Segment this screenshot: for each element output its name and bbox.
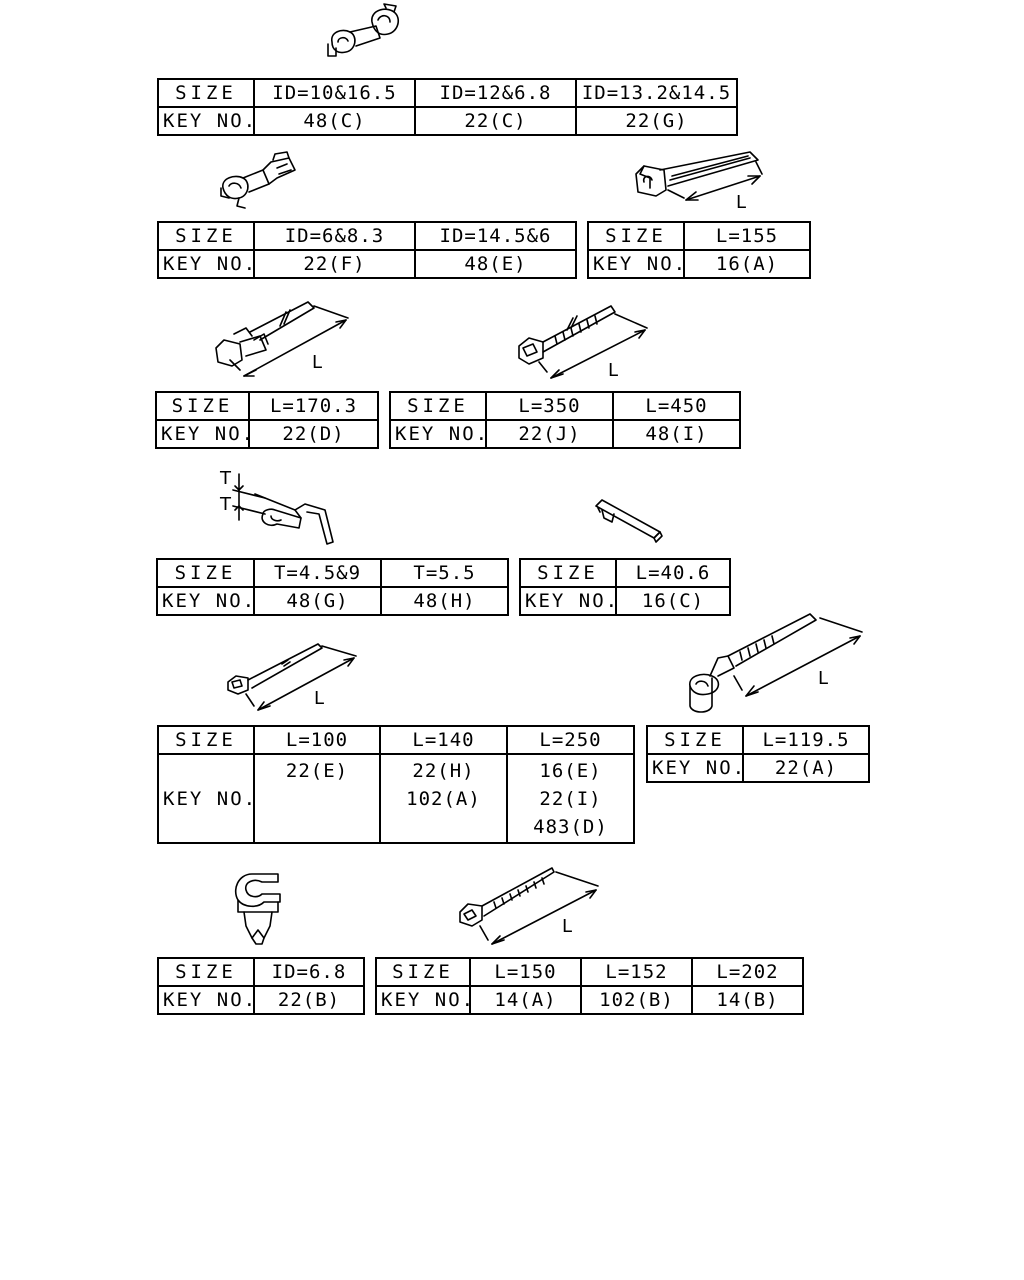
size-cell: L=100 (254, 726, 380, 754)
cable-tie-standard-illustration (456, 860, 606, 950)
key-label: KEY NO. (158, 986, 254, 1014)
spec-table-ring-clamp-connector (157, 221, 577, 279)
size-cell: L=170.3 (249, 392, 378, 420)
key-value: 483(D) (533, 816, 608, 838)
key-label: KEY NO. (376, 986, 470, 1014)
ring-tie-illustration (684, 606, 864, 716)
key-label: KEY NO. (158, 107, 254, 135)
push-in-c-clip-illustration (228, 868, 288, 948)
size-cell: T=4.5&9 (254, 559, 381, 587)
spec-table-edge-clip (156, 558, 509, 616)
size-row (520, 559, 730, 587)
key-label: KEY NO. (158, 754, 254, 843)
key-cell: 22(A) (743, 754, 869, 782)
spec-table-clip-tie-short (157, 725, 635, 844)
key-cell: 22(F) (254, 250, 415, 278)
key-cell: 22(G) (576, 107, 737, 135)
key-cell: 48(E) (415, 250, 576, 278)
key-cell: 48(H) (381, 587, 508, 615)
key-cell: 22(D) (249, 420, 378, 448)
size-row (158, 958, 364, 986)
size-cell: L=450 (613, 392, 740, 420)
key-cell: 16(A) (684, 250, 810, 278)
size-cell: ID=6.8 (254, 958, 364, 986)
size-label: SIZE (376, 958, 470, 986)
key-value: 22(E) (285, 760, 349, 782)
size-row (390, 392, 740, 420)
key-cell: 22(C) (415, 107, 576, 135)
spec-table-cable-tie (389, 391, 741, 449)
size-cell: L=140 (380, 726, 507, 754)
size-row (588, 222, 810, 250)
size-cell: L=350 (486, 392, 613, 420)
key-label: KEY NO. (390, 420, 486, 448)
size-label: SIZE (158, 958, 254, 986)
spec-table-cable-tie-standard (375, 957, 804, 1015)
key-row (158, 250, 576, 278)
size-cell: L=150 (470, 958, 581, 986)
spec-table-small-strip-clip (519, 558, 731, 616)
length-label: L (608, 360, 619, 381)
spec-table-double-ring-clamp (157, 78, 738, 136)
key-row (390, 420, 740, 448)
size-cell: T=5.5 (381, 559, 508, 587)
spec-table-clip-tie (587, 221, 811, 279)
small-strip-clip-illustration (592, 498, 672, 546)
size-row (157, 559, 508, 587)
clip-tie-illustration (630, 148, 770, 228)
key-value: 16(E) (539, 760, 602, 782)
thickness-label: T (220, 494, 231, 515)
key-row (520, 587, 730, 615)
key-cell (380, 754, 507, 843)
length-label: L (562, 916, 573, 937)
size-label: SIZE (158, 726, 254, 754)
ring-clamp-connector-illustration (215, 152, 315, 214)
size-row (156, 392, 378, 420)
key-value: 102(A) (406, 788, 481, 810)
size-cell: L=202 (692, 958, 803, 986)
size-label: SIZE (157, 559, 254, 587)
double-ring-clamp-illustration (320, 4, 420, 64)
size-label: SIZE (390, 392, 486, 420)
key-cell: 14(B) (692, 986, 803, 1014)
key-cell: 16(C) (616, 587, 730, 615)
cable-tie-illustration (515, 300, 655, 386)
size-row (158, 726, 634, 754)
size-cell: ID=12&6.8 (415, 79, 576, 107)
key-cell: 102(B) (581, 986, 692, 1014)
size-cell: ID=6&8.3 (254, 222, 415, 250)
key-label: KEY NO. (158, 250, 254, 278)
size-label: SIZE (156, 392, 249, 420)
size-cell: ID=10&16.5 (254, 79, 415, 107)
clip-tie-long-illustration (210, 296, 360, 386)
size-row (647, 726, 869, 754)
size-row (376, 958, 803, 986)
key-cell: 14(A) (470, 986, 581, 1014)
key-row (157, 587, 508, 615)
key-row (647, 754, 869, 782)
key-cell: 22(J) (486, 420, 613, 448)
key-row (158, 107, 737, 135)
key-label: KEY NO. (156, 420, 249, 448)
key-row (588, 250, 810, 278)
edge-clip-illustration (215, 470, 355, 550)
length-label: L (312, 352, 323, 373)
key-cell (254, 754, 380, 843)
size-cell: ID=14.5&6 (415, 222, 576, 250)
key-label: KEY NO. (588, 250, 684, 278)
spec-table-clip-tie-long (155, 391, 379, 449)
size-cell: L=250 (507, 726, 634, 754)
key-cell: 48(I) (613, 420, 740, 448)
size-label: SIZE (158, 222, 254, 250)
key-row (156, 420, 378, 448)
size-cell: L=155 (684, 222, 810, 250)
length-label: L (314, 688, 325, 709)
clip-tie-short-illustration (222, 636, 362, 716)
size-cell: L=40.6 (616, 559, 730, 587)
key-value: 22(I) (539, 788, 602, 810)
key-label: KEY NO. (157, 587, 254, 615)
key-cell (507, 754, 634, 843)
key-row (158, 986, 364, 1014)
size-row (158, 222, 576, 250)
key-cell: 48(G) (254, 587, 381, 615)
size-label: SIZE (588, 222, 684, 250)
key-label: KEY NO. (520, 587, 616, 615)
key-cell: 48(C) (254, 107, 415, 135)
key-label: KEY NO. (647, 754, 743, 782)
key-row (158, 754, 634, 843)
size-label: SIZE (158, 79, 254, 107)
size-cell: L=152 (581, 958, 692, 986)
spec-table-ring-tie (646, 725, 870, 783)
size-label: SIZE (520, 559, 616, 587)
length-label: L (818, 668, 829, 689)
size-label: SIZE (647, 726, 743, 754)
thickness-label: T (220, 468, 231, 489)
spec-table-push-in-c-clip (157, 957, 365, 1015)
key-row (376, 986, 803, 1014)
size-cell: L=119.5 (743, 726, 869, 754)
key-value: 22(H) (412, 760, 475, 782)
size-cell: ID=13.2&14.5 (576, 79, 737, 107)
key-cell: 22(B) (254, 986, 364, 1014)
length-label: L (736, 192, 747, 213)
size-row (158, 79, 737, 107)
